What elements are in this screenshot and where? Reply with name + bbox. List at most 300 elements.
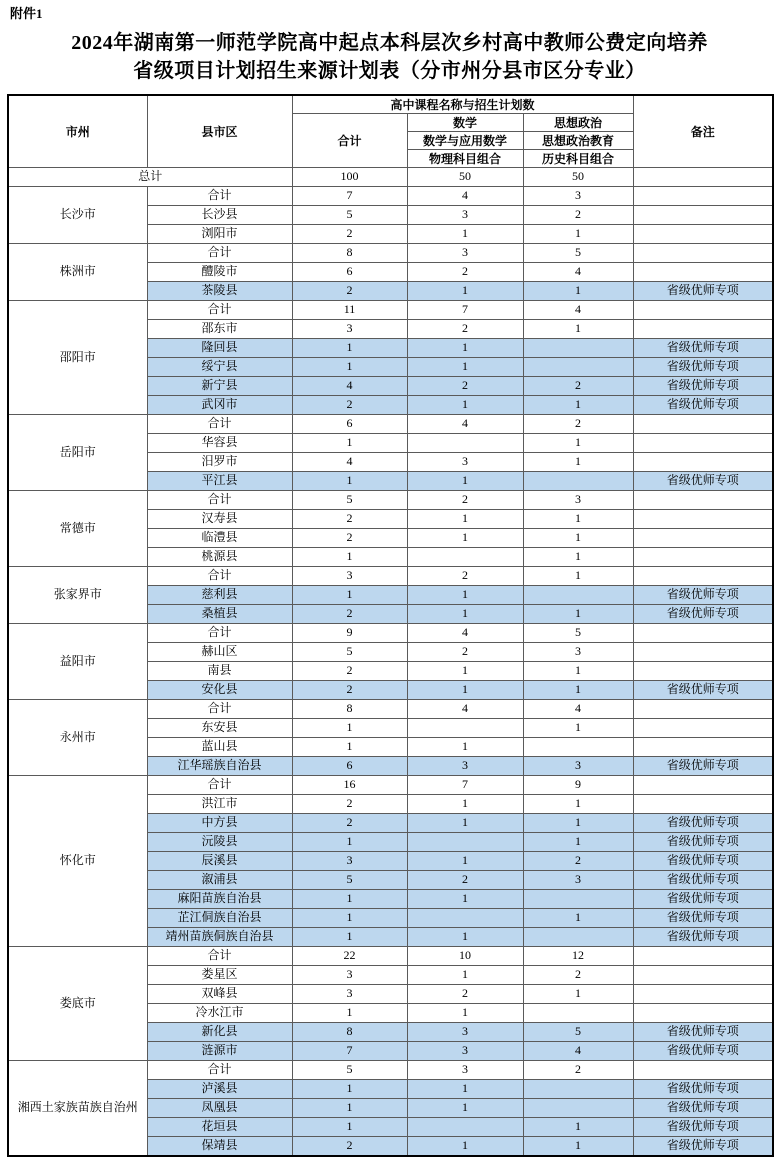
- total-value-cell: 8: [292, 699, 407, 718]
- remark-cell: [633, 433, 773, 452]
- math-value-cell: 4: [407, 623, 523, 642]
- total-value-cell: 2: [292, 604, 407, 623]
- city-name-cell: 娄底市: [8, 946, 147, 1060]
- remark-cell: [633, 699, 773, 718]
- math-value-cell: 7: [407, 775, 523, 794]
- remark-cell: 省级优师专项: [633, 338, 773, 357]
- total-value-cell: 9: [292, 623, 407, 642]
- politics-value-cell: 4: [523, 1041, 633, 1060]
- politics-value-cell: 5: [523, 623, 633, 642]
- county-name-cell: 合计: [147, 699, 292, 718]
- math-value-cell: 1: [407, 1079, 523, 1098]
- county-name-cell: 合计: [147, 243, 292, 262]
- remark-cell: 省级优师专项: [633, 756, 773, 775]
- table-row: [8, 566, 773, 585]
- politics-value-cell: 1: [523, 1117, 633, 1136]
- politics-value-cell: 1: [523, 528, 633, 547]
- politics-value-cell: 4: [523, 699, 633, 718]
- col-header-math-major: 数学与应用数学: [407, 131, 523, 149]
- total-value-cell: 8: [292, 243, 407, 262]
- math-value-cell: 4: [407, 699, 523, 718]
- city-name-cell: 常德市: [8, 490, 147, 566]
- math-value-cell: 2: [407, 984, 523, 1003]
- remark-cell: 省级优师专项: [633, 1136, 773, 1156]
- remark-cell: 省级优师专项: [633, 927, 773, 946]
- col-header-politics-major: 思想政治教育: [523, 131, 633, 149]
- politics-value-cell: 1: [523, 661, 633, 680]
- total-value-cell: 5: [292, 205, 407, 224]
- politics-value-cell: [523, 1098, 633, 1117]
- county-name-cell: 邵东市: [147, 319, 292, 338]
- county-name-cell: 洪江市: [147, 794, 292, 813]
- county-name-cell: 桃源县: [147, 547, 292, 566]
- remark-cell: [633, 547, 773, 566]
- math-value-cell: 2: [407, 870, 523, 889]
- grand-total-politics: 50: [523, 167, 633, 186]
- enrollment-plan-table: [7, 94, 774, 1157]
- county-name-cell: 合计: [147, 186, 292, 205]
- remark-cell: 省级优师专项: [633, 604, 773, 623]
- county-name-cell: 江华瑶族自治县: [147, 756, 292, 775]
- total-value-cell: 7: [292, 1041, 407, 1060]
- politics-value-cell: 3: [523, 490, 633, 509]
- total-value-cell: 1: [292, 832, 407, 851]
- politics-value-cell: 2: [523, 965, 633, 984]
- county-name-cell: 合计: [147, 1060, 292, 1079]
- county-name-cell: 合计: [147, 946, 292, 965]
- county-name-cell: 隆回县: [147, 338, 292, 357]
- math-value-cell: 4: [407, 414, 523, 433]
- politics-value-cell: 12: [523, 946, 633, 965]
- politics-value-cell: 1: [523, 566, 633, 585]
- total-value-cell: 2: [292, 395, 407, 414]
- county-name-cell: 赫山区: [147, 642, 292, 661]
- politics-value-cell: [523, 471, 633, 490]
- county-name-cell: 华容县: [147, 433, 292, 452]
- math-value-cell: 1: [407, 680, 523, 699]
- county-name-cell: 东安县: [147, 718, 292, 737]
- politics-value-cell: 1: [523, 452, 633, 471]
- document-title-line1: 2024年湖南第一师范学院高中起点本科层次乡村高中教师公费定向培养: [71, 31, 708, 54]
- county-name-cell: 沅陵县: [147, 832, 292, 851]
- politics-value-cell: 1: [523, 281, 633, 300]
- remark-cell: 省级优师专项: [633, 471, 773, 490]
- county-name-cell: 蓝山县: [147, 737, 292, 756]
- city-name-cell: 湘西土家族苗族自治州: [8, 1060, 147, 1156]
- math-value-cell: 1: [407, 509, 523, 528]
- city-name-cell: 永州市: [8, 699, 147, 775]
- remark-cell: [633, 775, 773, 794]
- header-row-1: [8, 95, 773, 114]
- remark-cell: 省级优师专项: [633, 908, 773, 927]
- politics-value-cell: 2: [523, 205, 633, 224]
- math-value-cell: [407, 433, 523, 452]
- total-value-cell: 8: [292, 1022, 407, 1041]
- politics-value-cell: 1: [523, 1136, 633, 1156]
- math-value-cell: 1: [407, 1098, 523, 1117]
- total-value-cell: 1: [292, 357, 407, 376]
- remark-cell: [633, 452, 773, 471]
- total-value-cell: 1: [292, 585, 407, 604]
- grand-total-remark: [633, 167, 773, 186]
- city-name-cell: 邵阳市: [8, 300, 147, 414]
- math-value-cell: 1: [407, 471, 523, 490]
- county-name-cell: 醴陵市: [147, 262, 292, 281]
- math-value-cell: 3: [407, 205, 523, 224]
- math-value-cell: 1: [407, 357, 523, 376]
- math-value-cell: 3: [407, 1022, 523, 1041]
- math-value-cell: 3: [407, 1060, 523, 1079]
- politics-value-cell: 4: [523, 300, 633, 319]
- remark-cell: 省级优师专项: [633, 1079, 773, 1098]
- politics-value-cell: 5: [523, 243, 633, 262]
- remark-cell: 省级优师专项: [633, 832, 773, 851]
- math-value-cell: 1: [407, 927, 523, 946]
- total-value-cell: 7: [292, 186, 407, 205]
- total-value-cell: 6: [292, 414, 407, 433]
- politics-value-cell: 2: [523, 414, 633, 433]
- remark-cell: [633, 984, 773, 1003]
- politics-value-cell: [523, 927, 633, 946]
- county-name-cell: 合计: [147, 300, 292, 319]
- total-value-cell: 2: [292, 680, 407, 699]
- remark-cell: [633, 243, 773, 262]
- col-header-math-subject: 数学: [407, 113, 523, 131]
- politics-value-cell: 5: [523, 1022, 633, 1041]
- total-value-cell: 1: [292, 338, 407, 357]
- grand-total-label: 总计: [8, 167, 292, 186]
- city-name-cell: 益阳市: [8, 623, 147, 699]
- politics-value-cell: 1: [523, 794, 633, 813]
- remark-cell: 省级优师专项: [633, 585, 773, 604]
- county-name-cell: 双峰县: [147, 984, 292, 1003]
- total-value-cell: 1: [292, 433, 407, 452]
- remark-cell: [633, 737, 773, 756]
- county-name-cell: 辰溪县: [147, 851, 292, 870]
- total-value-cell: 2: [292, 1136, 407, 1156]
- county-name-cell: 茶陵县: [147, 281, 292, 300]
- math-value-cell: 1: [407, 794, 523, 813]
- col-header-county: 县市区: [147, 95, 292, 168]
- politics-value-cell: 1: [523, 680, 633, 699]
- math-value-cell: 2: [407, 376, 523, 395]
- county-name-cell: 长沙县: [147, 205, 292, 224]
- remark-cell: [633, 718, 773, 737]
- politics-value-cell: 1: [523, 224, 633, 243]
- remark-cell: 省级优师专项: [633, 680, 773, 699]
- table-row: [8, 699, 773, 718]
- total-value-cell: 3: [292, 851, 407, 870]
- county-name-cell: 安化县: [147, 680, 292, 699]
- total-value-cell: 6: [292, 756, 407, 775]
- total-value-cell: 5: [292, 870, 407, 889]
- table-row: [8, 775, 773, 794]
- table-row: [8, 414, 773, 433]
- politics-value-cell: 1: [523, 604, 633, 623]
- politics-value-cell: 1: [523, 433, 633, 452]
- politics-value-cell: 2: [523, 851, 633, 870]
- total-value-cell: 3: [292, 566, 407, 585]
- total-value-cell: 3: [292, 984, 407, 1003]
- remark-cell: 省级优师专项: [633, 1117, 773, 1136]
- county-name-cell: 平江县: [147, 471, 292, 490]
- politics-value-cell: 1: [523, 984, 633, 1003]
- math-value-cell: 1: [407, 813, 523, 832]
- col-header-city: 市州: [8, 95, 147, 168]
- col-header-total: 合计: [292, 113, 407, 167]
- math-value-cell: [407, 1117, 523, 1136]
- remark-cell: [633, 965, 773, 984]
- math-value-cell: 1: [407, 604, 523, 623]
- math-value-cell: 1: [407, 661, 523, 680]
- math-value-cell: [407, 832, 523, 851]
- col-header-politics-combo: 历史科目组合: [523, 149, 633, 167]
- remark-cell: 省级优师专项: [633, 395, 773, 414]
- politics-value-cell: [523, 889, 633, 908]
- politics-value-cell: [523, 338, 633, 357]
- math-value-cell: 2: [407, 262, 523, 281]
- math-value-cell: 2: [407, 490, 523, 509]
- county-name-cell: 合计: [147, 775, 292, 794]
- math-value-cell: 1: [407, 1136, 523, 1156]
- politics-value-cell: [523, 1079, 633, 1098]
- remark-cell: [633, 1003, 773, 1022]
- total-value-cell: 5: [292, 642, 407, 661]
- county-name-cell: 绥宁县: [147, 357, 292, 376]
- math-value-cell: 1: [407, 737, 523, 756]
- remark-cell: [633, 1060, 773, 1079]
- math-value-cell: 1: [407, 1003, 523, 1022]
- city-name-cell: 株洲市: [8, 243, 147, 300]
- math-value-cell: 2: [407, 566, 523, 585]
- total-value-cell: 1: [292, 1079, 407, 1098]
- total-value-cell: 5: [292, 490, 407, 509]
- politics-value-cell: 1: [523, 832, 633, 851]
- city-name-cell: 岳阳市: [8, 414, 147, 490]
- total-value-cell: 22: [292, 946, 407, 965]
- table-row: [8, 300, 773, 319]
- county-name-cell: 新宁县: [147, 376, 292, 395]
- total-value-cell: 1: [292, 908, 407, 927]
- math-value-cell: 1: [407, 889, 523, 908]
- math-value-cell: [407, 547, 523, 566]
- math-value-cell: 1: [407, 965, 523, 984]
- remark-cell: 省级优师专项: [633, 376, 773, 395]
- total-value-cell: 5: [292, 1060, 407, 1079]
- total-value-cell: 2: [292, 528, 407, 547]
- politics-value-cell: 1: [523, 547, 633, 566]
- remark-cell: 省级优师专项: [633, 813, 773, 832]
- city-name-cell: 怀化市: [8, 775, 147, 946]
- remark-cell: [633, 946, 773, 965]
- city-name-cell: 张家界市: [8, 566, 147, 623]
- total-value-cell: 1: [292, 1003, 407, 1022]
- total-value-cell: 2: [292, 281, 407, 300]
- table-row: [8, 623, 773, 642]
- politics-value-cell: 3: [523, 756, 633, 775]
- remark-cell: 省级优师专项: [633, 357, 773, 376]
- remark-cell: [633, 509, 773, 528]
- total-value-cell: 2: [292, 794, 407, 813]
- total-value-cell: 1: [292, 737, 407, 756]
- total-value-cell: 16: [292, 775, 407, 794]
- county-name-cell: 芷江侗族自治县: [147, 908, 292, 927]
- county-name-cell: 保靖县: [147, 1136, 292, 1156]
- math-value-cell: [407, 718, 523, 737]
- remark-cell: 省级优师专项: [633, 1098, 773, 1117]
- politics-value-cell: 3: [523, 642, 633, 661]
- total-value-cell: 4: [292, 376, 407, 395]
- total-value-cell: 2: [292, 509, 407, 528]
- col-header-course-group: 高中课程名称与招生计划数: [292, 95, 633, 114]
- total-value-cell: 3: [292, 965, 407, 984]
- county-name-cell: 合计: [147, 490, 292, 509]
- remark-cell: [633, 623, 773, 642]
- county-name-cell: 冷水江市: [147, 1003, 292, 1022]
- math-value-cell: 1: [407, 281, 523, 300]
- math-value-cell: 1: [407, 851, 523, 870]
- county-name-cell: 浏阳市: [147, 224, 292, 243]
- county-name-cell: 新化县: [147, 1022, 292, 1041]
- remark-cell: 省级优师专项: [633, 1022, 773, 1041]
- total-value-cell: 1: [292, 1117, 407, 1136]
- county-name-cell: 麻阳苗族自治县: [147, 889, 292, 908]
- politics-value-cell: 1: [523, 509, 633, 528]
- politics-value-cell: 1: [523, 718, 633, 737]
- total-value-cell: 2: [292, 813, 407, 832]
- grand-total-sum: 100: [292, 167, 407, 186]
- remark-cell: 省级优师专项: [633, 281, 773, 300]
- math-value-cell: 3: [407, 1041, 523, 1060]
- politics-value-cell: [523, 1003, 633, 1022]
- grand-total-row: [8, 167, 773, 186]
- remark-cell: [633, 262, 773, 281]
- remark-cell: [633, 661, 773, 680]
- grand-total-math: 50: [407, 167, 523, 186]
- county-name-cell: 合计: [147, 623, 292, 642]
- remark-cell: [633, 528, 773, 547]
- table-header: [8, 95, 773, 168]
- total-value-cell: 2: [292, 224, 407, 243]
- col-header-remark: 备注: [633, 95, 773, 168]
- document-title: [7, 29, 772, 85]
- table-row: [8, 946, 773, 965]
- politics-value-cell: [523, 585, 633, 604]
- county-name-cell: 涟源市: [147, 1041, 292, 1060]
- county-name-cell: 溆浦县: [147, 870, 292, 889]
- math-value-cell: 1: [407, 585, 523, 604]
- math-value-cell: 7: [407, 300, 523, 319]
- math-value-cell: 4: [407, 186, 523, 205]
- remark-cell: [633, 300, 773, 319]
- total-value-cell: 4: [292, 452, 407, 471]
- county-name-cell: 临澧县: [147, 528, 292, 547]
- remark-cell: [633, 319, 773, 338]
- politics-value-cell: 3: [523, 186, 633, 205]
- county-name-cell: 娄星区: [147, 965, 292, 984]
- politics-value-cell: [523, 357, 633, 376]
- remark-cell: [633, 490, 773, 509]
- math-value-cell: 10: [407, 946, 523, 965]
- remark-cell: [633, 566, 773, 585]
- math-value-cell: 3: [407, 243, 523, 262]
- total-value-cell: 11: [292, 300, 407, 319]
- remark-cell: 省级优师专项: [633, 870, 773, 889]
- remark-cell: 省级优师专项: [633, 851, 773, 870]
- county-name-cell: 泸溪县: [147, 1079, 292, 1098]
- math-value-cell: 3: [407, 452, 523, 471]
- county-name-cell: 慈利县: [147, 585, 292, 604]
- politics-value-cell: 1: [523, 813, 633, 832]
- county-name-cell: 合计: [147, 414, 292, 433]
- table-row: [8, 1060, 773, 1079]
- remark-cell: [633, 205, 773, 224]
- table-row: [8, 186, 773, 205]
- math-value-cell: 1: [407, 224, 523, 243]
- politics-value-cell: 1: [523, 395, 633, 414]
- total-value-cell: 2: [292, 661, 407, 680]
- math-value-cell: 1: [407, 528, 523, 547]
- col-header-math-combo: 物理科目组合: [407, 149, 523, 167]
- remark-cell: [633, 224, 773, 243]
- remark-cell: [633, 642, 773, 661]
- politics-value-cell: 2: [523, 376, 633, 395]
- math-value-cell: 2: [407, 319, 523, 338]
- math-value-cell: 1: [407, 338, 523, 357]
- math-value-cell: [407, 908, 523, 927]
- remark-cell: [633, 414, 773, 433]
- county-name-cell: 汉寿县: [147, 509, 292, 528]
- politics-value-cell: 3: [523, 870, 633, 889]
- county-name-cell: 桑植县: [147, 604, 292, 623]
- table-row: [8, 243, 773, 262]
- politics-value-cell: 1: [523, 319, 633, 338]
- remark-cell: [633, 794, 773, 813]
- total-value-cell: 1: [292, 547, 407, 566]
- county-name-cell: 靖州苗族侗族自治县: [147, 927, 292, 946]
- total-value-cell: 1: [292, 927, 407, 946]
- total-value-cell: 1: [292, 471, 407, 490]
- county-name-cell: 南县: [147, 661, 292, 680]
- county-name-cell: 中方县: [147, 813, 292, 832]
- table-body: [8, 167, 773, 1156]
- remark-cell: 省级优师专项: [633, 889, 773, 908]
- document-title-line2: 省级项目计划招生来源计划表（分市州分县市区分专业）: [133, 59, 646, 82]
- politics-value-cell: 4: [523, 262, 633, 281]
- county-name-cell: 凤凰县: [147, 1098, 292, 1117]
- math-value-cell: 2: [407, 642, 523, 661]
- col-header-politics-subject: 思想政治: [523, 113, 633, 131]
- total-value-cell: 3: [292, 319, 407, 338]
- politics-value-cell: [523, 737, 633, 756]
- politics-value-cell: 2: [523, 1060, 633, 1079]
- politics-value-cell: 9: [523, 775, 633, 794]
- total-value-cell: 1: [292, 718, 407, 737]
- politics-value-cell: 1: [523, 908, 633, 927]
- remark-cell: [633, 186, 773, 205]
- city-name-cell: 长沙市: [8, 186, 147, 243]
- county-name-cell: 花垣县: [147, 1117, 292, 1136]
- total-value-cell: 1: [292, 889, 407, 908]
- table-row: [8, 490, 773, 509]
- total-value-cell: 1: [292, 1098, 407, 1117]
- math-value-cell: 1: [407, 395, 523, 414]
- total-value-cell: 6: [292, 262, 407, 281]
- county-name-cell: 汨罗市: [147, 452, 292, 471]
- county-name-cell: 武冈市: [147, 395, 292, 414]
- math-value-cell: 3: [407, 756, 523, 775]
- attachment-label: 附件1: [10, 6, 43, 21]
